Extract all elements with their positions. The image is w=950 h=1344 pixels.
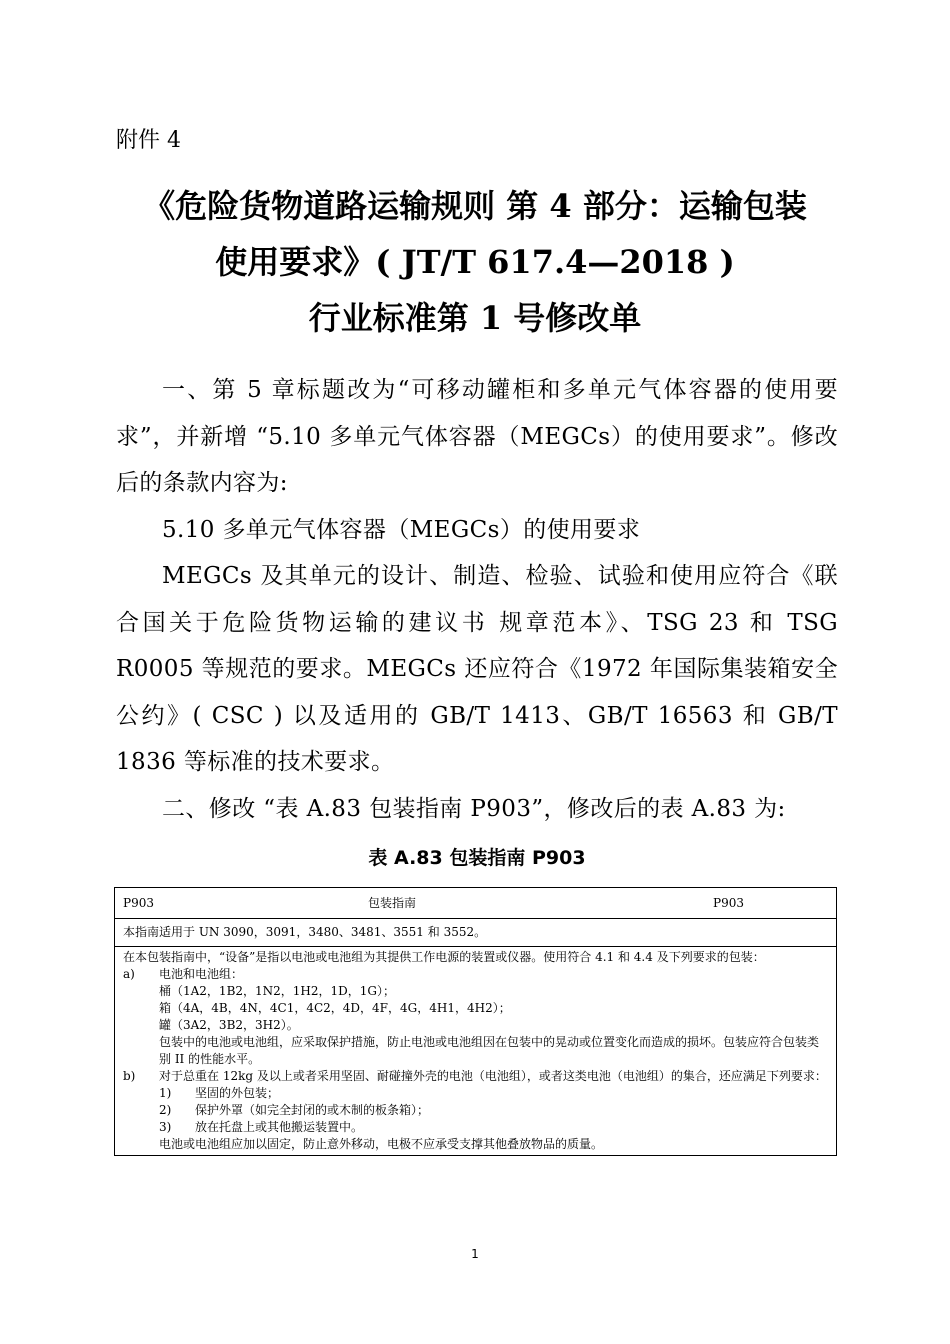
intro-text: 在本包装指南中，“设备”是指以电池或电池组为其提供工作电源的装置或仪器。使用符合 4.1 和 4.4 及下列要求的包装：	[123, 950, 765, 964]
item-a	[123, 966, 828, 983]
item-b-subitem-2	[123, 1102, 828, 1119]
document-title	[60, 178, 890, 346]
item-a-protection-note: 包装中的电池或电池组，应采取保护措施，防止电池或电池组因在包装中的晃动或位置变化而造成的损坏。包装应符合包装类别 II 的性能水平。	[159, 1035, 820, 1066]
subitem-number: 2)	[159, 1103, 172, 1117]
item-b-subitem-1	[123, 1085, 828, 1102]
table-caption: 表 A.83 包装指南 P903	[368, 847, 586, 869]
paragraph-megcs-requirements: MEGCs 及其单元的设计、制造、检验、试验和使用应符合《联合国关于危险货物运输的建议书 规章范本》、TSG 23 和 TSG R0005 等规范的要求。MEGCs 还应符合《1972 年国际集装箱安全公约》( CSC ) 以及适用的 GB/T 1413、GB/T 16563 和 GB/T 1836 等标准的技术要求。	[116, 563, 838, 775]
title-line-2: 使用要求》( JT/T 617.4—2018 )	[215, 243, 735, 281]
subitem-text: 保护外罩（如完全封闭的或木制的板条箱）；	[195, 1103, 430, 1117]
item-a-drums: 桶（1A2，1B2，1N2，1H2，1D，1G）；	[159, 984, 396, 998]
table-content-row	[115, 947, 837, 1156]
table-scope-row	[115, 919, 837, 947]
table-header-row	[115, 888, 837, 919]
subitem-text: 坚固的外包装；	[195, 1086, 280, 1100]
attachment-label: 附件 4	[116, 128, 181, 153]
subitem-text: 放在托盘上或其他搬运装置中。	[195, 1120, 364, 1134]
subitem-number: 1)	[159, 1086, 172, 1100]
header-code-left: P903	[123, 895, 154, 910]
item-a-label: a)	[123, 967, 135, 981]
item-a-boxes: 箱（4A，4B，4N，4C1，4C2，4D，4F，4G，4H1，4H2）；	[159, 1001, 511, 1015]
item-b-subitem-3	[123, 1119, 828, 1136]
packing-instruction-table	[114, 887, 837, 1156]
item-a-text: 电池和电池组：	[159, 967, 244, 981]
paragraph-section-5-10-heading: 5.10 多单元气体容器（MEGCs）的使用要求	[162, 516, 641, 543]
item-b-text: 对于总重在 12kg 及以上或者采用坚固、耐碰撞外壳的电池（电池组），或者这类电池（电池组）的集合，还应满足下列要求：	[159, 1069, 827, 1083]
header-code-right: P903	[713, 895, 744, 910]
subitem-number: 3)	[159, 1120, 172, 1134]
document-body	[116, 367, 838, 832]
item-b	[123, 1068, 828, 1085]
title-line-1: 《危险货物道路运输规则 第 4 部分：运输包装	[143, 187, 807, 225]
page-number: 1	[471, 1247, 479, 1261]
item-b-closing: 电池或电池组应加以固定，防止意外移动，电极不应承受支撑其他叠放物品的质量。	[159, 1137, 604, 1151]
header-title: 包装指南	[368, 895, 417, 910]
item-b-label: b)	[123, 1069, 136, 1083]
paragraph-chapter-5-change: 一、第 5 章标题改为“可移动罐柜和多单元气体容器的使用要求”，并新增 “5.10 多单元气体容器（MEGCs）的使用要求”。修改后的条款内容为:	[116, 377, 838, 496]
title-line-3: 行业标准第 1 号修改单	[308, 299, 642, 337]
scope-text: 本指南适用于 UN 3090，3091，3480、3481、3551 和 3552。	[123, 925, 487, 939]
item-a-jerricans: 罐（3A2，3B2，3H2）。	[159, 1018, 299, 1032]
paragraph-table-change: 二、修改 “表 A.83 包装指南 P903”，修改后的表 A.83 为:	[162, 795, 786, 822]
